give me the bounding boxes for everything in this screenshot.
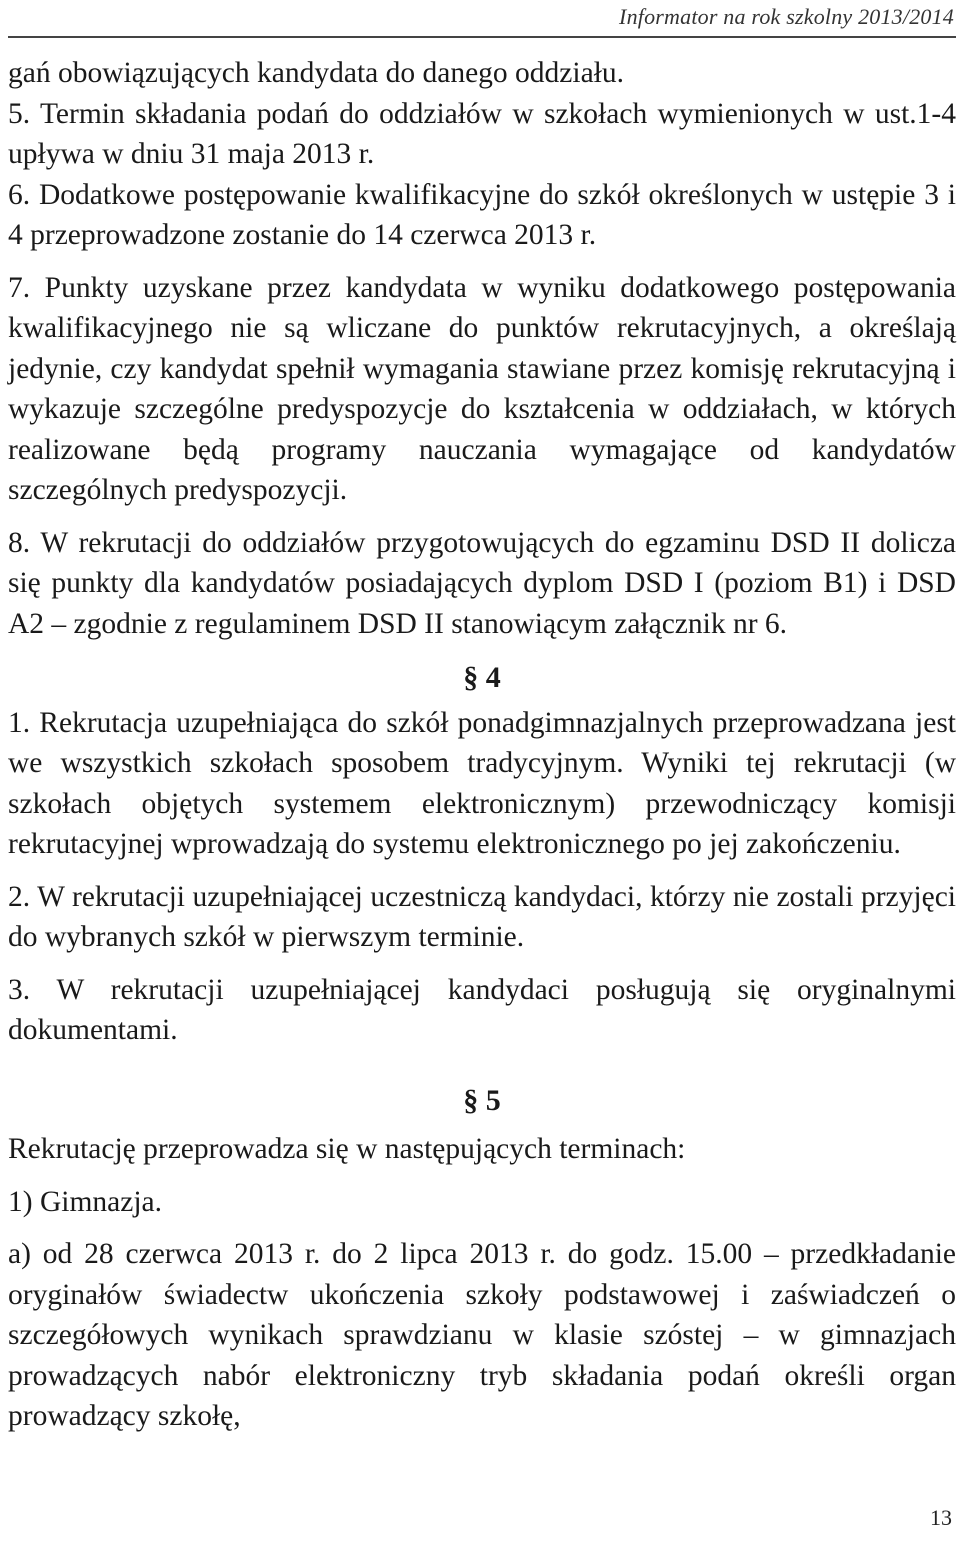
paragraph-5: 5. Termin składania podań do oddziałów w szkołach wymienionych w ust.1-4 upływa w dniu 31 maja 2013 r. — [8, 97, 956, 170]
section5-item-a: a) od 28 czerwca 2013 r. do 2 lipca 2013 r. do godz. 15.00 – przedkładanie oryginałów świadectw ukończenia szkoły podstawowej i zaświadczeń o szczegółowych wynikach sprawdzianu w klasie szóstej – w gimnazjach prowadzących nabór elektroniczny tryb składania podań określi organ prowadzący szkołę, — [8, 1238, 956, 1432]
page-body — [8, 53, 956, 1437]
section4-paragraph-1: 1. Rekrutacja uzupełniająca do szkół ponadgimnazjalnych przeprowadzana jest we wszystkich szkołach sposobem tradycyjnym. Wyniki tej rekrutacji (w szkołach objętych systemem elektronicznym) przewodniczący komisji rekrutacyjnej wprowadzają do systemu elektronicznego po jej zakończeniu. — [8, 706, 956, 860]
paragraph-continuation: gań obowiązujących kandydata do danego oddziału. — [8, 57, 624, 89]
section5-intro: Rekrutację przeprowadza się w następujących terminach: — [8, 1133, 686, 1165]
page-number: 13 — [930, 1505, 952, 1530]
section-heading-4: § 4 — [463, 661, 501, 694]
running-header: Informator na rok szkolny 2013/2014 — [619, 4, 954, 29]
section4-paragraph-3: 3. W rekrutacji uzupełniającej kandydaci posługują się oryginalnymi dokumentami. — [8, 973, 956, 1046]
paragraph-8: 8. W rekrutacji do oddziałów przygotowujących do egzaminu DSD II dolicza się punkty dla kandydatów posiadających dyplom DSD I (poziom B1) i DSD A2 – zgodnie z regulaminem DSD II stanowiącym załącznik nr 6. — [8, 526, 956, 640]
section-heading-5: § 5 — [463, 1083, 501, 1117]
paragraph-7: 7. Punkty uzyskane przez kandydata w wyniku dodatkowego postępowania kwalifikacyjnego nie są wliczane do punktów rekrutacyjnych, a określają jedynie, czy kandydat spełnił wymagania stawiane przez komisję rekrutacyjną i wykazuje szczególne predyspozycje do kształcenia w oddziałach, w których realizowane będą programy nauczania wymagające od kandydatów szczególnych predyspozycji. — [8, 271, 956, 506]
section5-item-1: 1) Gimnazja. — [8, 1185, 162, 1218]
section4-paragraph-2: 2. W rekrutacji uzupełniającej uczestniczą kandydaci, którzy nie zostali przyjęci do wybranych szkół w pierwszym terminie. — [8, 880, 956, 953]
paragraph-6: 6. Dodatkowe postępowanie kwalifikacyjne do szkół określonych w ustępie 3 i 4 przeprowadzone zostanie do 14 czerwca 2013 r. — [8, 178, 956, 251]
header-divider — [8, 36, 956, 38]
